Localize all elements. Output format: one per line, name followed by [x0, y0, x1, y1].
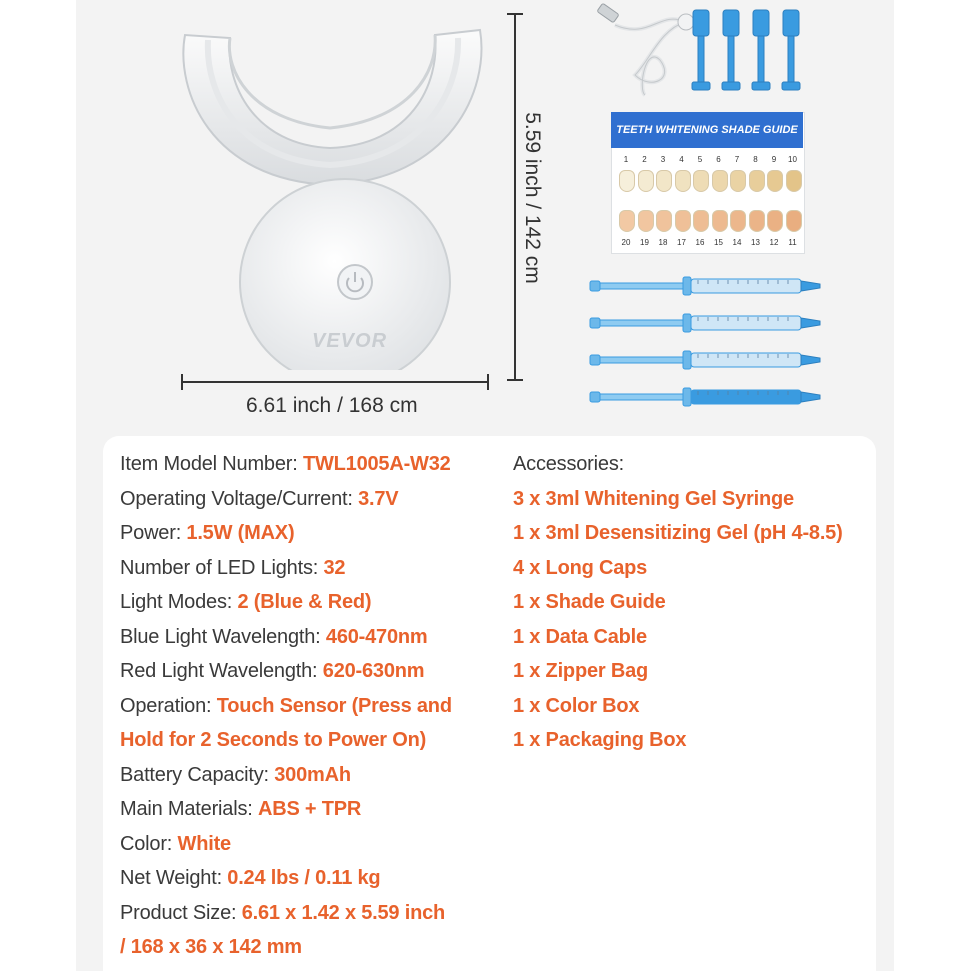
shade-number: 6 [716, 155, 721, 164]
accessory-item: 1 x Packaging Box [513, 729, 687, 751]
shade-tooth [675, 170, 691, 192]
shade-tooth [730, 210, 746, 232]
shade-number: 8 [753, 155, 758, 164]
spec-value: 0.24 lbs / 0.11 kg [227, 867, 381, 889]
shade-tooth [638, 210, 654, 232]
shade-tooth [656, 170, 672, 192]
spec-row [120, 447, 451, 481]
syringe-part [801, 281, 820, 291]
shade-number: 3 [660, 155, 666, 164]
syringe-part [590, 318, 600, 328]
syringe-part [590, 355, 600, 365]
shade-tooth [619, 170, 635, 192]
shade-tooth [619, 210, 635, 232]
spec-value: ABS + TPR [257, 798, 362, 820]
syringe-part [683, 388, 691, 406]
spec-label: Blue Light Wavelength: [120, 625, 326, 648]
shade-tooth [638, 170, 654, 192]
spec-label: Item Model Number: [120, 453, 303, 475]
spec-value: 300mAh [274, 763, 351, 786]
shade-tooth [675, 210, 691, 232]
spec-row [120, 930, 302, 964]
spec-row [120, 861, 380, 895]
spec-row [120, 689, 452, 723]
shade-number: 2 [642, 155, 647, 164]
spec-label: Light Modes: [120, 591, 238, 613]
shade-number: 19 [640, 238, 649, 247]
spec-value: 6.61 x 1.42 x 5.59 inch [241, 901, 446, 924]
spec-value: 620-630nm [322, 660, 425, 682]
spec-value: 1.5W (MAX) [186, 522, 295, 544]
shade-tooth [767, 170, 783, 192]
spec-row [120, 792, 361, 826]
accessory-item: 1 x Color Box [513, 694, 640, 717]
syringe-part [683, 277, 691, 295]
spec-label: Battery Capacity: [120, 763, 275, 786]
spec-row [120, 482, 398, 516]
spec-row [120, 723, 426, 757]
accessory-item: 1 x 3ml Desensitizing Gel (pH 4-8.5) [513, 522, 843, 544]
accessory-item: 3 x 3ml Whitening Gel Syringe [513, 487, 794, 510]
spec-label: Product Size: [120, 901, 242, 924]
height-dimension-label: 5.59 inch / 142 cm [521, 112, 544, 284]
shade-number: 18 [658, 238, 668, 247]
syringe-part [600, 283, 685, 289]
shade-number: 15 [714, 238, 723, 247]
spec-value: / 168 x 36 x 142 mm [120, 936, 302, 958]
accessory-item: 1 x Data Cable [513, 625, 647, 648]
spec-label: Red Light Wavelength: [120, 660, 323, 682]
teeth-whitening-device-image [170, 10, 500, 370]
spec-row [120, 585, 371, 619]
shade-number: 14 [732, 238, 742, 247]
spec-label: Operating Voltage/Current: [120, 487, 359, 510]
shade-number: 1 [623, 155, 629, 164]
shade-tooth [786, 170, 802, 192]
shade-tooth [712, 170, 728, 192]
syringe-part [691, 279, 801, 293]
shade-number: 17 [677, 238, 686, 247]
syringe-part [600, 357, 685, 363]
spec-row [120, 896, 445, 930]
shade-tooth [730, 170, 746, 192]
shade-tooth [749, 170, 765, 192]
width-dimension-line [180, 372, 492, 392]
spec-label: Color: [120, 832, 178, 855]
accessory-item: 1 x Shade Guide [513, 591, 666, 613]
gel-syringes-image [588, 268, 828, 418]
shade-number: 9 [771, 155, 777, 164]
spec-value: 460-470nm [325, 625, 428, 648]
shade-number: 13 [751, 238, 760, 247]
spec-value: Hold for 2 Seconds to Power On) [120, 729, 427, 751]
syringe-part [801, 318, 820, 328]
data-cable-image [590, 0, 700, 100]
shade-tooth [712, 210, 728, 232]
shade-guide-title: TEETH WHITENING SHADE GUIDE [611, 112, 803, 148]
syringe-part [590, 281, 600, 291]
accessory-item: 4 x Long Caps [513, 556, 648, 579]
spec-row [120, 654, 424, 688]
syringe-part [691, 390, 801, 404]
shade-tooth [786, 210, 802, 232]
syringe-part [600, 394, 685, 400]
shade-number: 10 [788, 155, 797, 164]
spec-label: Main Materials: [120, 798, 258, 820]
shade-number: 5 [697, 155, 703, 164]
spec-value: White [177, 832, 231, 855]
syringe-part [691, 316, 801, 330]
shade-number: 16 [695, 238, 705, 247]
width-dimension-label: 6.61 inch / 168 cm [246, 394, 418, 417]
brand-logo: VEVOR [312, 330, 388, 352]
shade-tooth [749, 210, 765, 232]
syringe-part [691, 353, 801, 367]
spec-row [120, 620, 428, 654]
syringe-part [683, 351, 691, 369]
syringe-part [600, 320, 685, 326]
syringe-part [683, 314, 691, 332]
spec-label: Power: [120, 522, 187, 544]
spec-value: 2 (Blue & Red) [237, 591, 372, 613]
shade-number: 4 [679, 155, 684, 164]
shade-number: 11 [788, 238, 797, 247]
spec-value: 3.7V [358, 487, 399, 510]
accessories-heading: Accessories: [513, 453, 624, 475]
syringe-part [801, 355, 820, 365]
syringe-part [801, 392, 820, 402]
shade-tooth [693, 210, 709, 232]
long-caps-image [685, 8, 810, 96]
shade-number: 12 [769, 238, 779, 247]
spec-value: Touch Sensor (Press and [216, 694, 452, 717]
syringe-part [590, 392, 600, 402]
shade-number: 20 [621, 238, 631, 247]
shade-tooth [767, 210, 783, 232]
accessory-item: 1 x Zipper Bag [513, 660, 649, 682]
spec-row [120, 516, 294, 550]
spec-value: TWL1005A-W32 [302, 453, 451, 475]
shade-number: 7 [734, 155, 740, 164]
spec-row [120, 758, 351, 792]
shade-tooth [693, 170, 709, 192]
spec-value: 32 [323, 556, 346, 579]
spec-row [120, 551, 345, 585]
spec-label: Operation: [120, 694, 217, 717]
spec-row [120, 827, 231, 861]
spec-label: Number of LED Lights: [120, 556, 324, 579]
spec-label: Net Weight: [120, 867, 228, 889]
shade-tooth [656, 210, 672, 232]
